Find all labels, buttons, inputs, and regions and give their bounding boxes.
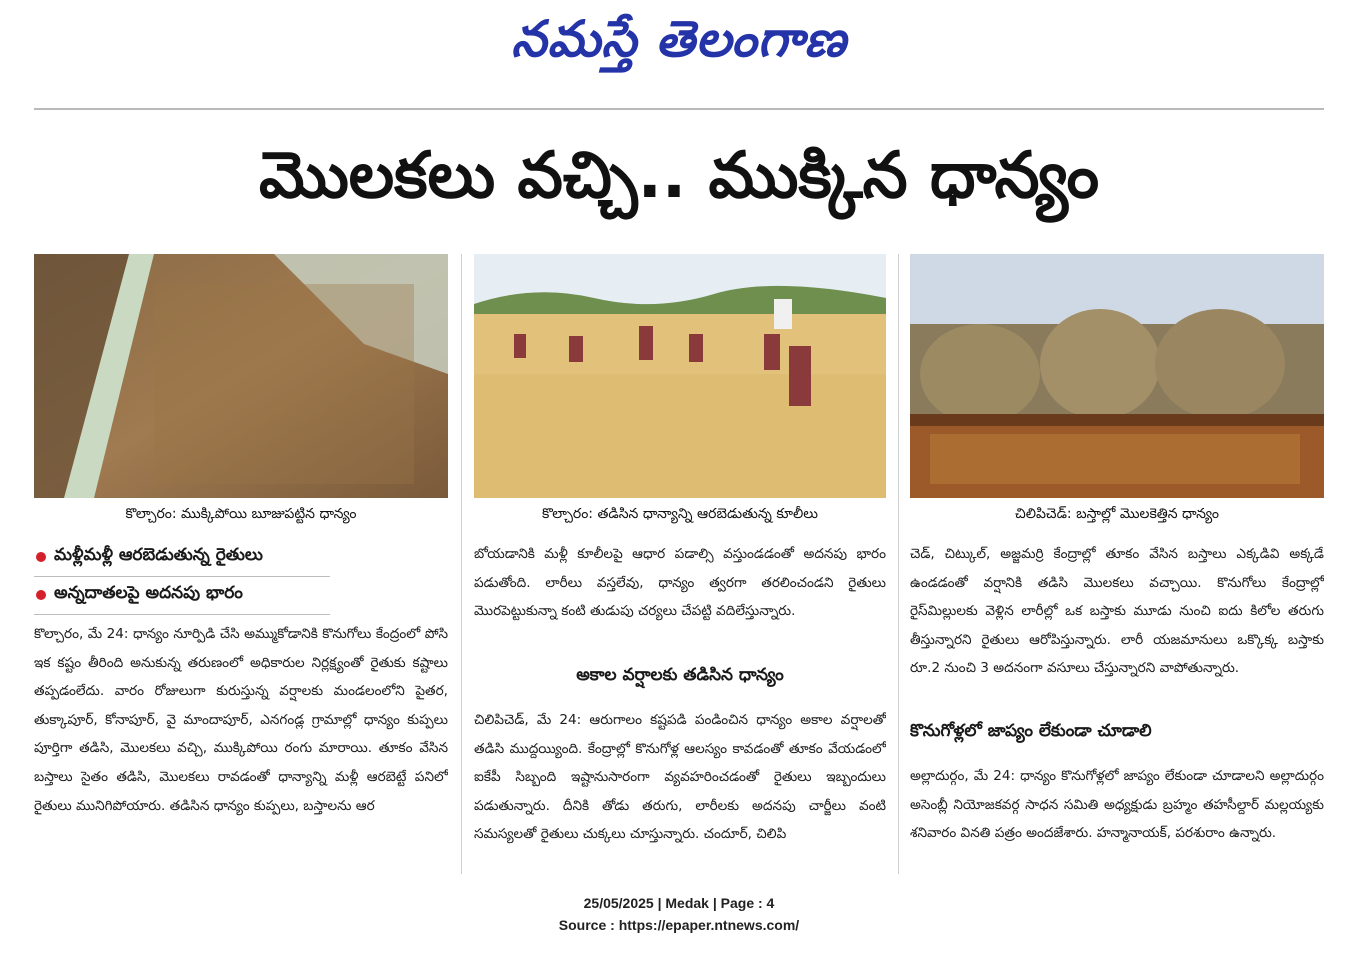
article-headline: మొలకలు వచ్చి.. ముక్కిన ధాన్యం: [258, 139, 1100, 213]
article-body-right-top: చెడ్, చిట్కుల్, అజ్జమర్రి కేంద్రాల్లో తూకం వేసిన బస్తాలు ఎక్కడివి అక్కడే ఉండడంతో వర్షానికి తడిసి మొలకలు వచ్చాయి. కొనుగోలు కేంద్రాల్లో రైస్‌మిల్లులకు వెళ్లిన లారీల్లో ఒక బస్తాకు మూడు నుంచి ఐదు కిలోల తరుగు తీస్తున్నారని రైతులు ఆరోపిస్తున్నారు. లారీ యజమానులు ఒక్కొక్క బస్తాకు రూ.2 నుంచి 3 అదనంగా వసూలు చేస్తున్నారని వాపోతున్నారు.: [910, 546, 1324, 677]
article-body-left: కొల్చారం, మే 24: ధాన్యం నూర్పిడి చేసి అమ్ముకోడానికి కొనుగోలు కేంద్రంలో పోసి ఇక కష్టం తీరింది అనుకున్న తరుణంలో అధికారుల నిర్లక్ష్యంతో రైతుకు కష్టాలు తప్పడంలేదు. వారం రోజులుగా కురుస్తున్న వర్షాలకు మండలంలోని పైతర, తుక్కాపూర్, కోనాపూర్, వై మాందాపూర్, ఎనగండ్ల గ్రామాల్లో ధాన్యం కుప్పలు పూర్తిగా తడిసి, మొలకలు వచ్చి, ముక్కిపోయి రంగు మారాయి. తూకం వేసిన బస్తాలు సైతం తడిసి, మొలకలు రావడంతో ధాన్యాన్ని మళ్లీ ఆరబెట్టే పనిలో రైతులు మునిగిపోయారు. తడిసిన ధాన్యం కుప్పలు, బస్తాలను ఆర: [34, 626, 448, 814]
photo-caption-middle: కొల్చారం: తడిసిన ధాన్యాన్ని ఆరబెడుతున్న కూలీలు: [541, 506, 819, 522]
article-body-right-bottom: అల్లాదుర్గం, మే 24: ధాన్యం కొనుగోళ్లలో జాప్యం లేకుండా చూడాలని అల్లాదుర్గం అసెంబ్లీ నియోజకవర్గ సాధన సమితి అధ్యక్షుడు బ్రహ్మం తహసీల్దార్ మల్లయ్యకు శనివారం వినతి పత్రం అందజేశారు. హన్మానాయక్, పరశురాం ఉన్నారు.: [910, 768, 1324, 842]
bullet-icon: [36, 552, 46, 562]
photo-caption-left: కొల్చారం: ముక్కిపోయి బూజుపట్టిన ధాన్యం: [125, 506, 357, 522]
highlight-item: అన్నదాతలపై అదనపు భారం: [34, 580, 330, 610]
highlight-divider: [34, 614, 330, 615]
article-body-middle-top: బోయడానికి మళ్లీ కూలీలపై ఆధార పడాల్సి వస్తుండడంతో అదనపు భారం పడుతోంది. లారీలు వస్తలేవు, ధాన్యం త్వరగా తరలించండని రైతులు మొరపెట్టుకున్నా కంటి తుడుపు చర్యలు చేపట్టి వదిలేస్తున్నారు.: [474, 546, 886, 620]
highlight-divider: [34, 576, 330, 577]
column-divider: [461, 254, 462, 874]
newspaper-logo: నమస్తే తెలంగాణ: [511, 9, 847, 68]
photo-spoiled-grain: [34, 254, 448, 498]
masthead: [0, 6, 1358, 72]
highlight-item: మళ్లీమళ్లీ ఆరబెడుతున్న రైతులు: [34, 542, 330, 572]
top-rule: [34, 108, 1324, 110]
footer-date-edition: 25/05/2025 | Medak | Page : 4: [583, 895, 775, 911]
footer-source: Source : https://epaper.ntnews.com/: [558, 917, 800, 933]
subheading-right: కొనుగోళ్లలో జాప్యం లేకుండా చూడాలి: [910, 721, 1152, 741]
photo-labourers-drying-grain: [474, 254, 886, 498]
column-divider: [898, 254, 899, 874]
subheading-middle: అకాల వర్షాలకు తడిసిన ధాన్యం: [576, 665, 784, 685]
article-body-middle-bottom: చిలిపిచెడ్, మే 24: ఆరుగాలం కష్టపడి పండించిన ధాన్యం అకాల వర్షాలతో తడిసి ముద్దయ్యింది. కేంద్రాల్లో కొనుగోళ్ల ఆలస్యం కావడంతో తూకం వేయడంలో ఐకేపీ సిబ్బంది ఇష్టానుసారంగా వ్యవహరించడంతో రైతులు ఇబ్బందులు పడుతున్నారు. దీనికి తోడు తరుగు, లారీలకు అదనపు చార్జీలు వంటి సమస్యలతో రైతులు చుక్కలు చూస్తున్నారు. చందూర్, చిలిపి: [474, 712, 886, 843]
bullet-icon: [36, 590, 46, 600]
photo-sprouted-bags: [910, 254, 1324, 498]
photo-caption-right: చిలిపిచెడ్: బస్తాల్లో మొలకెత్తిన ధాన్యం: [1014, 506, 1219, 522]
